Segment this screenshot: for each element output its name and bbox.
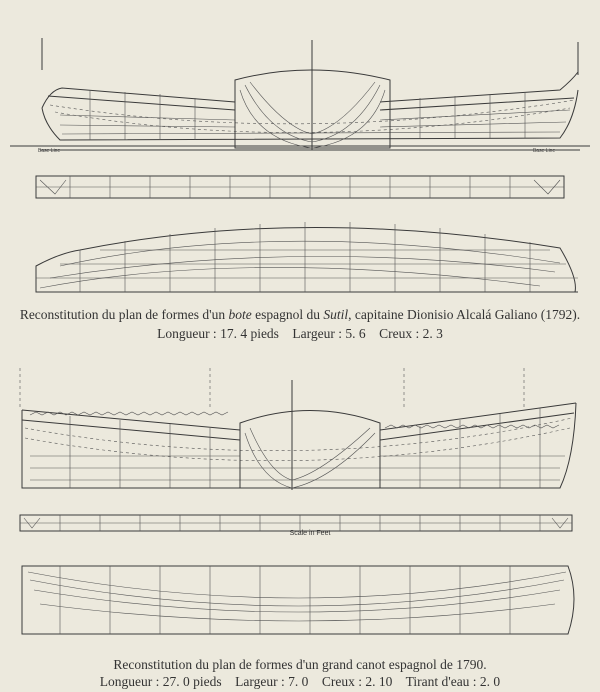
figure2-caption: Reconstitution du plan de formes d'un grand canot espagnol de 1790. bbox=[113, 657, 487, 672]
caption1-text-a: Reconstitution du plan de formes d'un bbox=[19, 307, 229, 322]
canot-profile-drawing bbox=[0, 368, 600, 503]
figure1-caption bbox=[0, 306, 600, 323]
caption1-text-b: espagnol du bbox=[251, 307, 324, 322]
base-line-label-left: Base Line bbox=[38, 148, 61, 154]
scale-in-feet-label: Scale in Feet bbox=[289, 530, 331, 537]
base-line-label-right: Base Line bbox=[533, 148, 556, 154]
bote-half-breadth-plan bbox=[0, 208, 600, 298]
bote-profile-drawing bbox=[0, 30, 600, 160]
figure2-dimensions: Longueur : 27. 0 pieds Largeur : 7. 0 Creux : 2. 10 Tirant d'eau : 2. 0 bbox=[99, 674, 501, 689]
caption1-text-c: , capitaine Dionisio Alcalá Galiano (1792). bbox=[348, 307, 581, 322]
canot-half-breadth-plan bbox=[0, 548, 600, 638]
bote-keel-plan bbox=[0, 172, 600, 202]
caption1-italic-sutil: Sutil bbox=[323, 307, 349, 322]
figure1-dimensions: Longueur : 17. 4 pieds Largeur : 5. 6 Creux : 2. 3 bbox=[157, 326, 443, 341]
caption1-italic-bote: bote bbox=[228, 307, 252, 322]
